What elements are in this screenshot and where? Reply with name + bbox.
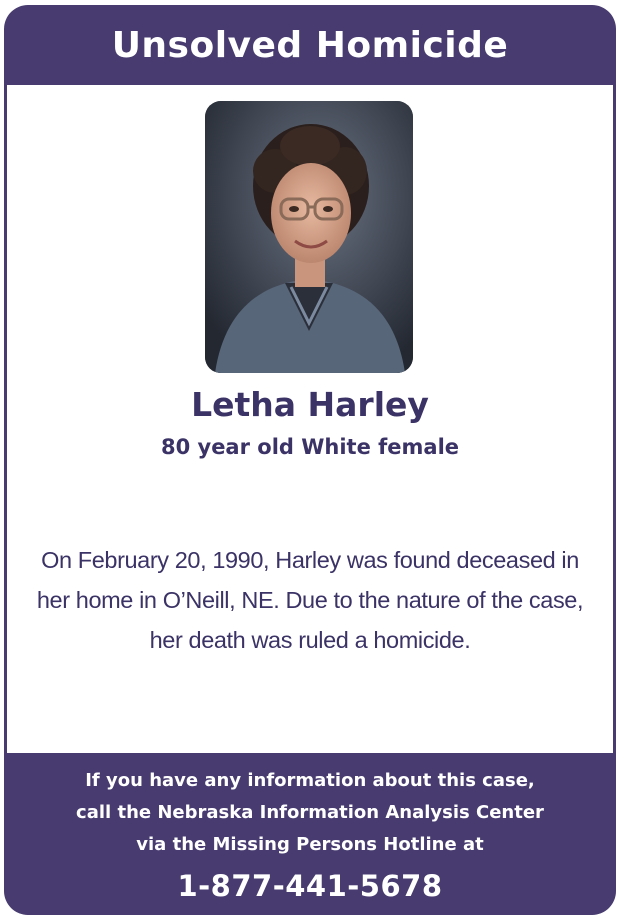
contact-footer (4, 753, 616, 915)
case-flyer (4, 5, 616, 915)
contact-instructions (14, 765, 606, 861)
contact-line: call the Nebraska Information Analysis Center (76, 802, 544, 823)
victim-photo (205, 101, 413, 373)
victim-description: 80 year old White female (160, 435, 460, 459)
contact-line: If you have any information about this case, (85, 770, 535, 791)
case-summary: On February 20, 1990, Harley was found deceased in her home in O’Neill, NE. Due to the nature of the case, her death was ruled a homicide. (36, 547, 584, 653)
content-panel (7, 85, 613, 753)
contact-line: via the Missing Persons Hotline at (136, 834, 484, 855)
hotline-phone-number[interactable]: 1-877-441-5678 (177, 869, 443, 903)
flyer-title: Unsolved Homicide (111, 24, 509, 66)
flyer-header (4, 5, 616, 85)
portrait-illustration (205, 101, 413, 373)
victim-name: Letha Harley (191, 385, 429, 424)
